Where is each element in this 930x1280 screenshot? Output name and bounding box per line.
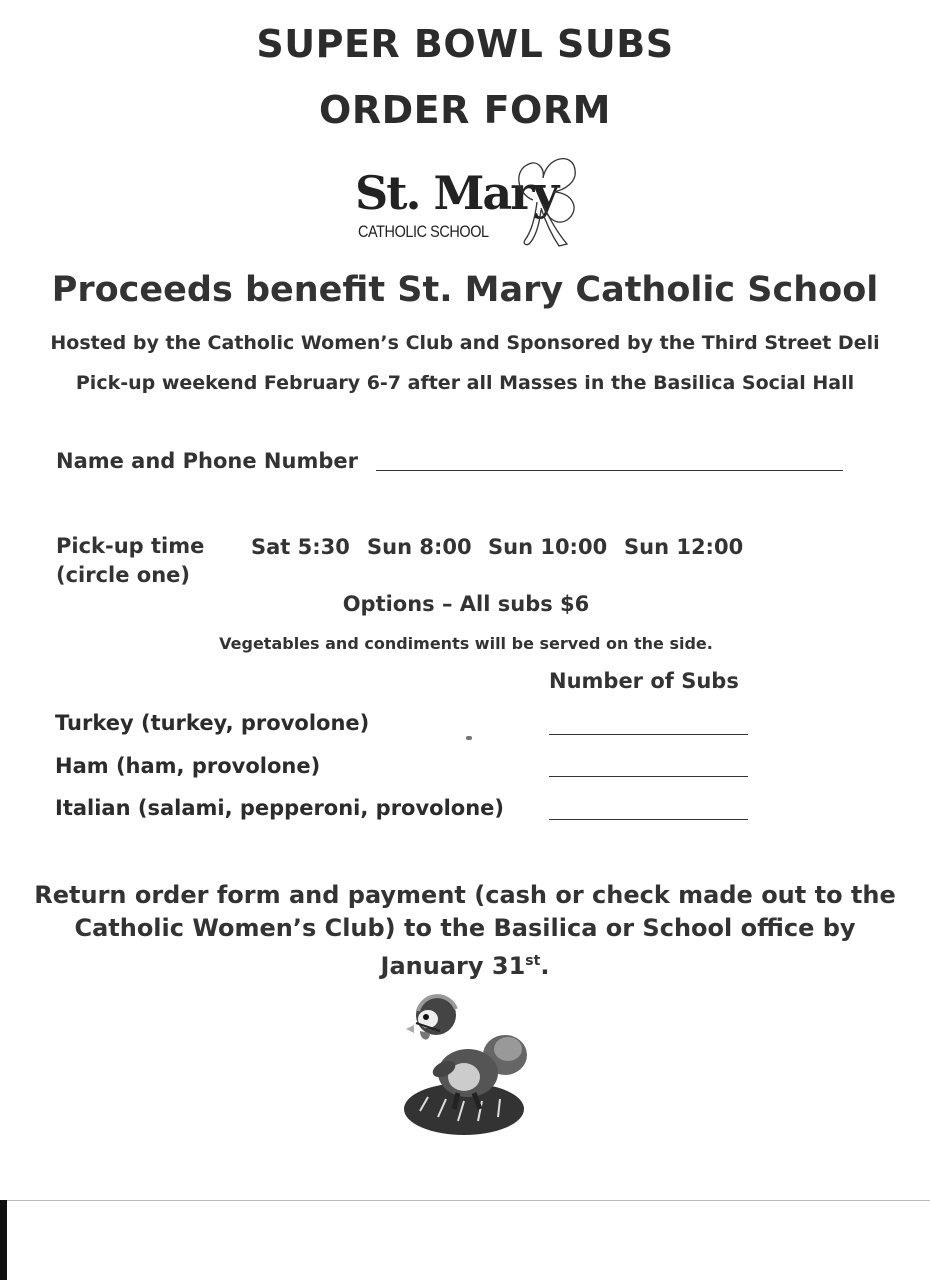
pickup-label-hint: (circle one)	[56, 563, 191, 587]
speck-mark	[466, 736, 472, 740]
pickup-option-sun-1200[interactable]: Sun 12:00	[624, 535, 744, 559]
number-of-subs-header: Number of Subs	[549, 669, 739, 693]
return-note-line-1: Return order form and payment (cash or check made out to the	[34, 881, 896, 909]
logo-name: St. Mary	[355, 166, 558, 220]
sub-turkey-label: Turkey (turkey, provolone)	[55, 711, 370, 735]
name-phone-label: Name and Phone Number	[56, 449, 358, 473]
return-note-line-3	[0, 945, 930, 983]
hosted-line: Hosted by the Catholic Women’s Club and Sponsored by the Third Street Deli	[50, 332, 880, 354]
scan-left-edge	[0, 1200, 7, 1280]
title-line-1: SUPER BOWL SUBS	[256, 22, 674, 66]
return-note-date: January 31	[380, 952, 526, 980]
pickup-weekend-line: Pick-up weekend February 6-7 after all Masses in the Basilica Social Hall	[75, 372, 855, 394]
pickup-option-sun-1000[interactable]: Sun 10:00	[488, 535, 608, 559]
options-heading: Options – All subs $6	[342, 592, 590, 616]
football-turkey-icon	[400, 985, 535, 1140]
name-phone-field[interactable]	[376, 470, 843, 471]
logo-subtitle: CATHOLIC SCHOOL	[358, 222, 489, 241]
sub-ham-quantity-field[interactable]	[549, 776, 748, 777]
school-logo	[355, 148, 595, 258]
pickup-option-sun-800[interactable]: Sun 8:00	[367, 535, 472, 559]
page-bottom-edge	[0, 1200, 930, 1201]
pickup-label: Pick-up time	[56, 534, 205, 558]
sub-italian-label: Italian (salami, pepperoni, provolone)	[55, 796, 505, 820]
title-line-2: ORDER FORM	[319, 88, 611, 132]
headline: Proceeds benefit St. Mary Catholic School	[51, 270, 879, 310]
pickup-option-sat-530[interactable]: Sat 5:30	[251, 535, 350, 559]
return-note-line-2: Catholic Women’s Club) to the Basilica or School office by	[74, 914, 856, 942]
sub-italian-quantity-field[interactable]	[549, 819, 748, 820]
sub-ham-label: Ham (ham, provolone)	[55, 754, 321, 778]
return-note-period: .	[540, 952, 550, 980]
sub-turkey-quantity-field[interactable]	[549, 734, 748, 735]
shamrock-icon	[495, 148, 585, 256]
return-note-date-suffix: st	[525, 953, 541, 969]
options-note: Vegetables and condiments will be served on the side.	[219, 634, 713, 653]
